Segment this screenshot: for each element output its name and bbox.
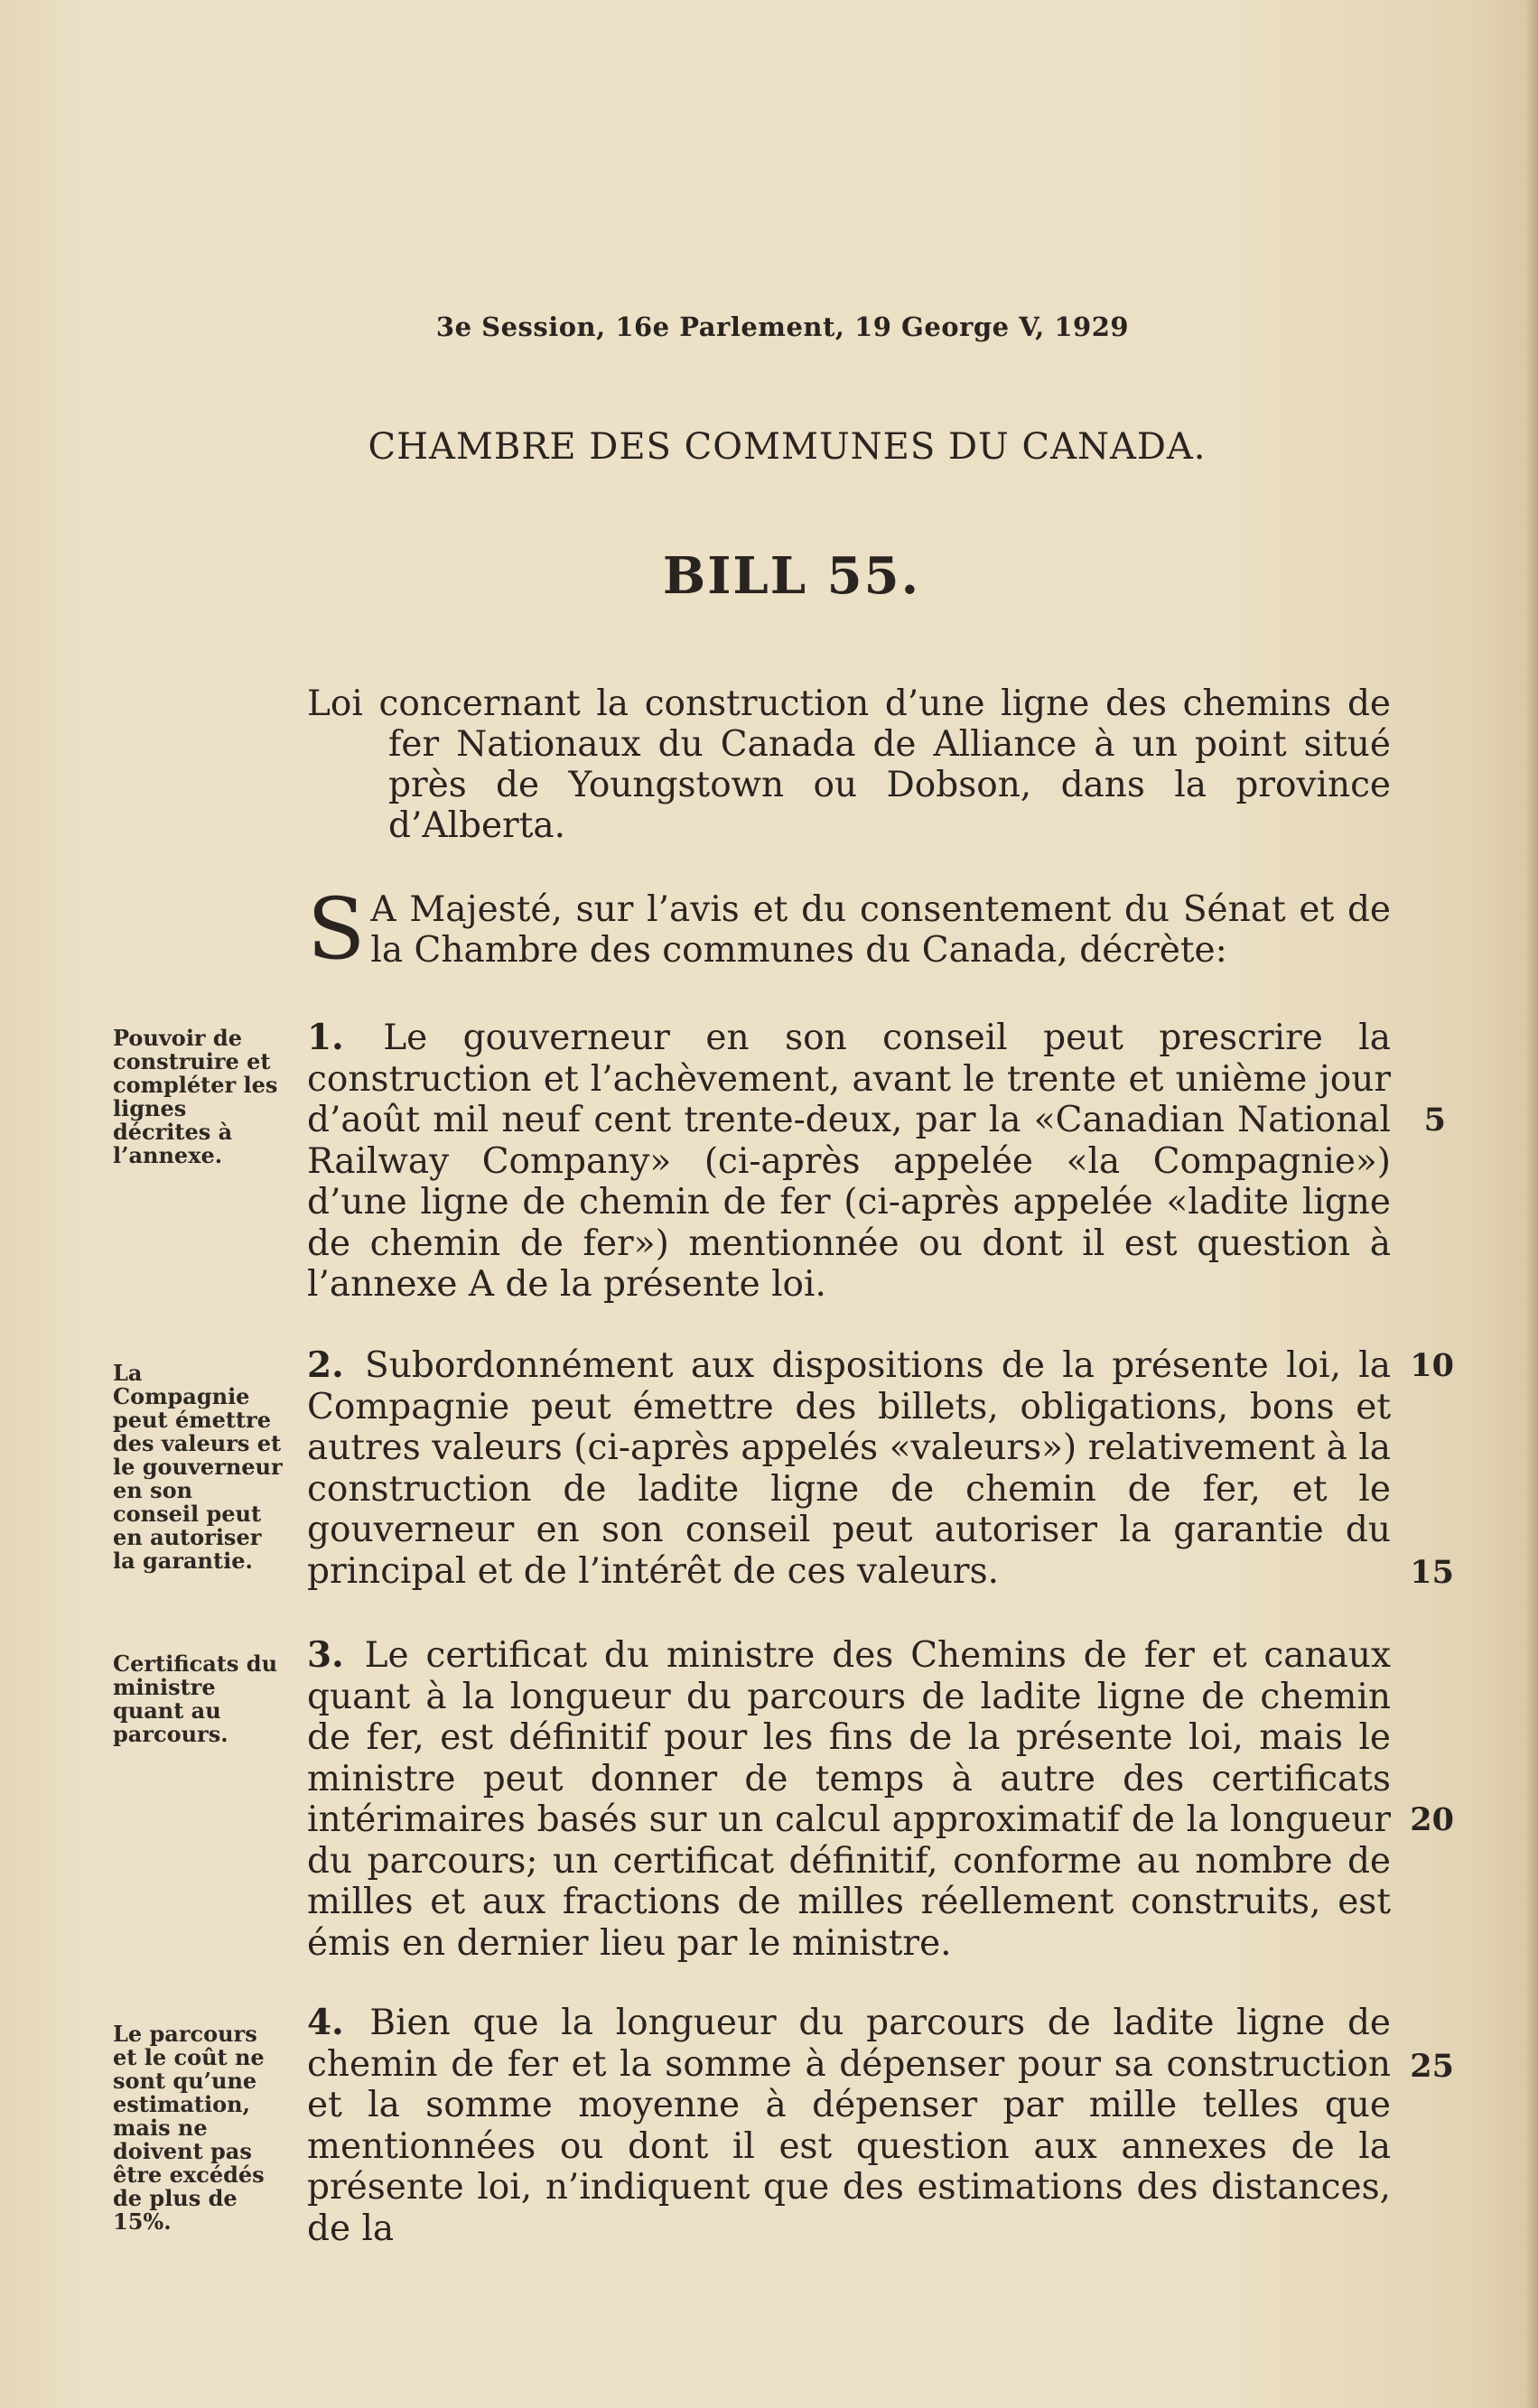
section-4 [307, 2003, 1391, 2249]
margin-note-4: Le parcours et le coût ne sont qu’une estimation, mais ne doivent pas être excédés de plus de 15%. [113, 2021, 265, 2235]
line-number: 25 [1410, 2048, 1454, 2085]
section-1 [307, 1018, 1391, 1306]
enacting-clause [307, 880, 1391, 979]
drop-cap: S [307, 880, 366, 979]
margin-note-2: La Compagnie peut émettre des valeurs et le gouverneur en son conseil peut en autoriser la garantie. [113, 1360, 283, 1574]
bill-number: BILL 55. [662, 546, 921, 606]
section-number: 3. [307, 1634, 344, 1676]
margin-note-3: Certificats du ministre quant au parcours. [113, 1650, 278, 1747]
bill-title: Loi concernant la construction d’une ligne des chemins de fer Nationaux du Canada de Alliance à un point situé près de Youngstown ou Dobson, dans la province d’Alberta. [307, 683, 1391, 846]
margin-note-1: Pouvoir de construire et compléter les lignes décrites à l’annexe. [113, 1025, 278, 1168]
section-text: Subordonnément aux dispositions de la présente loi, la Compagnie peut émettre des billets, obligations, bons et autres valeurs (ci-après appelés «valeurs») relativement à la construction de ladite ligne de chemin de fer, et le gouverneur en son conseil peut autoriser la garantie du principal et de l’intérêt de ces valeurs. [307, 1345, 1392, 1592]
section-text: Bien que la longueur du parcours de ladite ligne de chemin de fer et la somme à dépenser pour sa construction et la somme moyenne à dépenser par mille telles que mentionnées ou dont il est question aux annexes de la présente loi, n’indiquent que des estimations des distances, de la [307, 2003, 1391, 2249]
section-number: 2. [307, 1344, 344, 1386]
line-number: 10 [1410, 1347, 1454, 1384]
section-number: 4. [307, 2002, 344, 2043]
session-heading: 3e Session, 16e Parlement, 19 George V, 1929 [435, 311, 1130, 342]
section-number: 1. [307, 1017, 344, 1058]
line-number: 5 [1423, 1102, 1446, 1139]
section-text: Le certificat du ministre des Chemins de fer et canaux quant à la longueur du parcours de ladite ligne de chemin de fer, est définitif pour les fins de la présente loi, mais le ministre peut donner de temps à autre des certificats intérimaires basés sur un calcul approximatif de la longueur du parcours; un certificat définitif, conforme au nombre de milles et aux fractions de milles réellement construits, est émis en dernier lieu par le ministre. [307, 1635, 1391, 1964]
section-3 [307, 1635, 1391, 1964]
line-number: 15 [1410, 1554, 1454, 1591]
page-edge-shadow [1525, 0, 1538, 2408]
section-2 [307, 1345, 1391, 1592]
chamber-heading: CHAMBRE DES COMMUNES DU CANADA. [368, 426, 1207, 468]
enacting-text: A Majesté, sur l’avis et du consentement du Sénat et de la Chambre des communes du Canada, décrète: [370, 889, 1391, 971]
line-number: 20 [1410, 1801, 1454, 1838]
section-text: Le gouverneur en son conseil peut prescrire la construction et l’achèvement, avant le trente et unième jour d’août mil neuf cent trente-deux, par la «Canadian National Railway Company» (ci-après appelée «la Compagnie») d’une ligne de chemin de fer (ci-après appelée «ladite ligne de chemin de fer») mentionnée ou dont il est question à l’annexe A de la présente loi. [307, 1018, 1391, 1305]
